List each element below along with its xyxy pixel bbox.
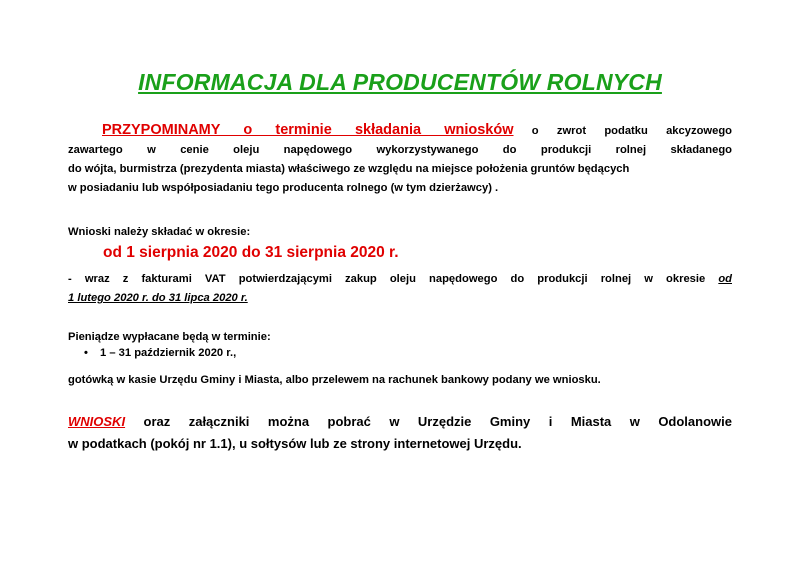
- forms-line-1: [68, 411, 732, 433]
- intro-line-1-rest: o zwrot podatku akcyzowego: [513, 125, 732, 137]
- intro-line-2: zawartego w cenie oleju napędowego wykorzystywanego do produkcji rolnej składanego: [68, 144, 732, 156]
- invoices-range: 1 lutego 2020 r. do 31 lipca 2020 r.: [68, 292, 248, 304]
- payment-method-block: [68, 371, 732, 390]
- invoices-od: od: [718, 273, 732, 285]
- forms-line-1-rest: oraz załączniki można pobrać w Urzędzie Gminy i Miasta w Odolanowie: [125, 414, 732, 429]
- submission-period: od 1 sierpnia 2020 do 31 sierpnia 2020 r.: [103, 244, 399, 261]
- submission-label: Wnioski należy składać w okresie:: [68, 226, 251, 238]
- intro-line-4: w posiadaniu lub współposiadaniu tego producenta rolnego (w tym dzierżawcy) .: [68, 182, 499, 194]
- forms-line-2: w podatkach (pokój nr 1.1), u sołtysów lub ze strony internetowej Urzędu.: [68, 436, 522, 451]
- payment-method: gotówką w kasie Urzędu Gminy i Miasta, albo przelewem na rachunek bankowy podany we wniosku.: [68, 374, 601, 386]
- wnioski-highlight: WNIOSKI: [68, 414, 126, 429]
- invoices-line: [68, 270, 732, 289]
- intro-line-1: [68, 121, 732, 141]
- payment-bullet: [84, 347, 236, 359]
- remind-highlight: PRZYPOMINAMY o terminie składania wniosków: [102, 122, 514, 138]
- intro-line-3: do wójta, burmistrza (prezydenta miasta) właściwego ze względu na miejsce położenia gruntów będących: [68, 163, 630, 175]
- payment-label-block: [68, 328, 732, 347]
- payment-label: Pieniądze wypłacane będą w terminie:: [68, 331, 271, 343]
- invoices-block: [68, 270, 732, 308]
- bullet-dot-icon: •: [84, 347, 88, 359]
- document-title: INFORMACJA DLA PRODUCENTÓW ROLNYCH: [138, 69, 662, 95]
- intro-paragraph: [68, 121, 732, 198]
- invoices-text: - wraz z fakturami VAT potwierdzającymi zakup oleju napędowego do produkcji rolnej w okresie: [68, 273, 719, 285]
- forms-block: [68, 411, 732, 455]
- submission-label-block: [68, 223, 732, 242]
- payment-bullet-text: 1 – 31 październik 2020 r.,: [100, 347, 237, 359]
